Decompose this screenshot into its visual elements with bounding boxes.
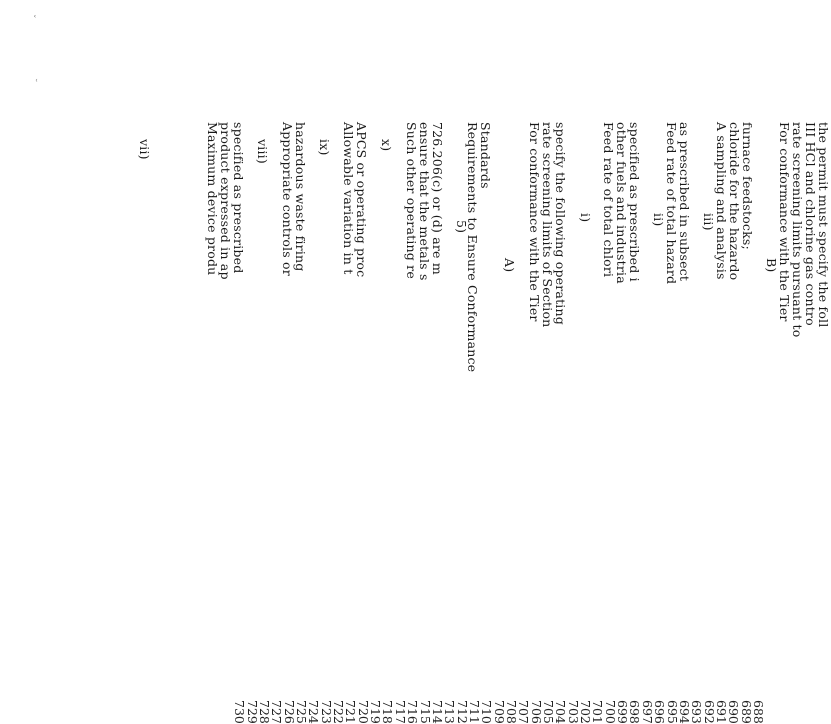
subsection-A-line-1: For conformance with the Tier xyxy=(527,122,542,322)
item-vii-line-3: specified as prescribed xyxy=(231,122,246,274)
line-number: 693 xyxy=(689,700,705,724)
subsection-A-label: A) xyxy=(502,258,517,273)
item-A-i-line-3: specified as prescribed i xyxy=(627,122,642,282)
line-number: 727 xyxy=(269,700,285,724)
line-number: 711 xyxy=(466,700,482,724)
line-number: 706 xyxy=(528,700,544,724)
subsection-B-line-1: For conformance with the Tier xyxy=(777,122,792,322)
line-number: 699 xyxy=(615,700,631,724)
line-number: 705 xyxy=(541,700,557,724)
item-vii-line-2: product expressed in ap xyxy=(218,122,233,280)
subsection-A-line-3: specify the following operating xyxy=(553,122,568,325)
section-5-line-2: Standards xyxy=(478,122,493,189)
item-ix-line-2: APCS or operating proc xyxy=(354,122,369,278)
line-number: 716 xyxy=(405,700,421,724)
line-number: 696 xyxy=(652,700,668,724)
subsection-B-line-3: III HCl and chlorine gas contro xyxy=(803,122,818,326)
line-number: 701 xyxy=(590,700,606,724)
item-x-label: x) xyxy=(379,139,394,152)
subsection-B-line-2: rate screening limits pursuant to xyxy=(790,122,805,338)
line-number: 708 xyxy=(504,700,519,724)
item-viii-label: viii) xyxy=(255,139,270,164)
item-A-i-line-2: other fuels and industria xyxy=(614,122,629,284)
line-number: 704 xyxy=(553,700,569,724)
line-number: 690 xyxy=(726,700,742,724)
line-number: 720 xyxy=(355,700,371,724)
section-5-label: 5) xyxy=(454,220,469,234)
line-number: 710 xyxy=(479,700,495,724)
line-number: 721 xyxy=(343,700,359,724)
line-number: 695 xyxy=(664,700,680,724)
line-number: 719 xyxy=(368,700,384,724)
item-x-line-3: 726.206(c) or (d) are m xyxy=(430,122,445,275)
line-number: 707 xyxy=(516,700,532,724)
subsection-A-line-2: rate screening limits of Section xyxy=(540,122,555,328)
item-A-iii-line-1: A sampling and analysis xyxy=(714,122,729,280)
line-number: 728 xyxy=(257,700,272,724)
item-A-ii-line-1: Feed rate of total hazard xyxy=(664,122,679,285)
line-number: 694 xyxy=(676,700,692,724)
item-viii-line-2: hazardous waste firing xyxy=(293,122,308,272)
item-x-line-2: ensure that the metals s xyxy=(417,122,432,281)
subsection-B-line-4: the permit must specify the foll xyxy=(816,122,831,328)
line-number: 713 xyxy=(442,700,458,724)
item-A-ii-label: ii) xyxy=(651,213,666,227)
line-number: 725 xyxy=(294,700,310,724)
line-number: 714 xyxy=(429,700,445,724)
line-number: 697 xyxy=(639,700,655,724)
item-ix-label: ix) xyxy=(317,139,332,156)
line-number: 698 xyxy=(627,700,643,724)
line-number: 702 xyxy=(578,700,594,724)
item-vii-line-1: Maximum device produ xyxy=(205,122,220,276)
item-x-line-1: Such other operating re xyxy=(404,122,419,279)
scan-mark: ˘ xyxy=(27,78,37,83)
line-number: 722 xyxy=(331,700,347,724)
line-number: 726 xyxy=(281,700,297,724)
item-viii-line-1: Appropriate controls or xyxy=(280,122,295,276)
line-number: 718 xyxy=(380,700,396,724)
line-number: 715 xyxy=(417,700,433,724)
line-number: 689 xyxy=(738,700,754,724)
item-ix-line-1: Allowable variation in t xyxy=(341,122,356,275)
line-number: 692 xyxy=(701,700,717,724)
line-number: 729 xyxy=(244,700,260,724)
line-number: 688 xyxy=(751,700,766,724)
line-number: 712 xyxy=(454,700,470,724)
line-number: 709 xyxy=(491,700,507,724)
line-number: 723 xyxy=(318,700,334,724)
item-A-iii-line-3: furnace feedstocks; xyxy=(740,122,755,250)
section-5-line-1: Requirements to Ensure Conformance xyxy=(465,122,480,373)
item-A-ii-line-2: as prescribed in subsect xyxy=(677,122,692,282)
scan-mark: ˇ xyxy=(25,14,35,19)
line-number: 717 xyxy=(392,700,408,724)
item-A-iii-label: iii) xyxy=(701,213,716,231)
item-vii-label: vii) xyxy=(137,139,152,160)
item-A-i-label: i) xyxy=(578,213,593,223)
line-number: 700 xyxy=(602,700,618,724)
item-A-iii-line-2: chloride for the hazardo xyxy=(727,122,742,281)
item-A-i-line-1: Feed rate of total chlori xyxy=(601,122,616,278)
line-number: 730 xyxy=(232,700,248,724)
line-number: 691 xyxy=(713,700,729,724)
line-number: 703 xyxy=(565,700,581,724)
line-number: 724 xyxy=(306,700,322,724)
subsection-B-label: B) xyxy=(764,258,779,273)
